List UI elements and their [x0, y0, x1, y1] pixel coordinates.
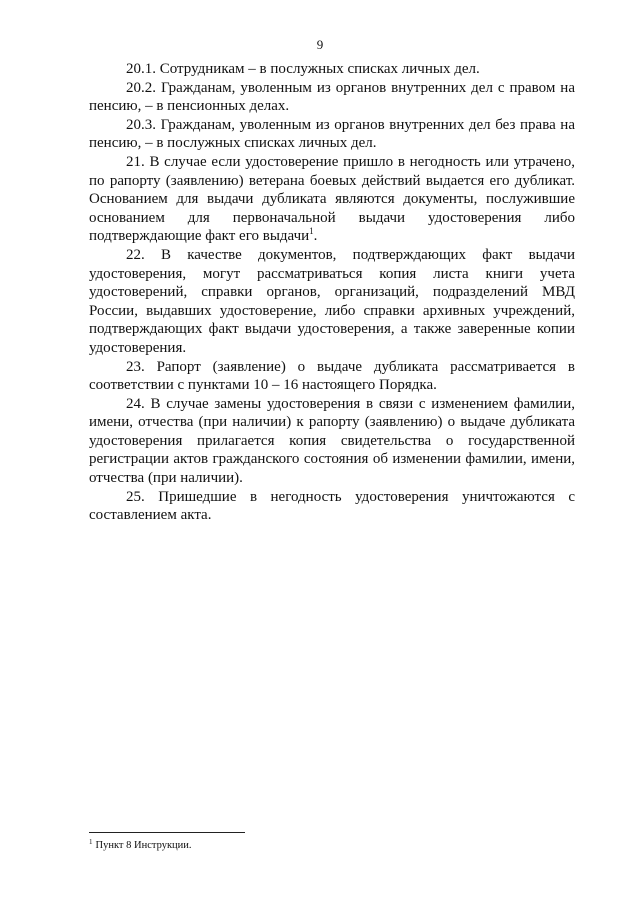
paragraph-23: [89, 358, 575, 395]
paragraph-text: 20.2. Гражданам, уволенным из органов внутренних дел с правом на пенсию, – в пенсионных делах.: [89, 79, 575, 115]
document-body: [89, 60, 575, 525]
paragraph-text: 20.3. Гражданам, уволенным из органов внутренних дел без права на пенсию, – в послужных списках личных дел.: [89, 116, 575, 152]
footnote-marker: 1: [89, 837, 93, 846]
paragraph-25: [89, 488, 575, 525]
paragraph-text-end: .: [313, 228, 318, 245]
paragraph-20-2: [89, 79, 575, 116]
paragraph-text: 22. В качестве документов, подтверждающих факт выдачи удостоверения, могут рассматриваться копия листа книги учета удостоверений, справки органов, организаций, подразделений МВД России, выдавших удостоверение, либо справки архивных учреждений, подтверждающих факт выдачи удостоверения, а также заверенные копии удостоверения.: [89, 246, 575, 356]
paragraph-text: 25. Пришедшие в негодность удостоверения уничтожаются с составлением акта.: [89, 488, 575, 524]
paragraph-text: 21. В случае если удостоверение пришло в негодность или утрачено, по рапорту (заявлению) ветерана боевых действий выдается его дубликат. Основанием для выдачи дубликата являются документы, послужившие основанием для первоначальной выдачи удостоверения либо подтверждающие факт его выдачи: [89, 153, 575, 245]
footnote-reference: 1: [309, 226, 314, 237]
footnote-text: Пункт 8 Инструкции.: [95, 840, 192, 851]
paragraph-text: 24. В случае замены удостоверения в связи с изменением фамилии, имени, отчества (при наличии) к рапорту (заявлению) о выдаче дубликата удостоверения прилагается копия свидетельства о государственной регистрации актов гражданского состояния об изменении фамилии, имени, отчества (при наличии).: [89, 395, 575, 487]
footnote-separator: [89, 832, 245, 833]
paragraph-22: [89, 246, 575, 358]
page-number: 9: [316, 37, 324, 52]
paragraph-20-3: [89, 116, 575, 153]
paragraph-text: 23. Рапорт (заявление) о выдаче дубликата рассматривается в соответствии с пунктами 10 – 16 настоящего Порядка.: [89, 358, 575, 394]
paragraph-24: [89, 395, 575, 488]
paragraph-20-1: [89, 60, 575, 79]
footnote: [89, 839, 192, 852]
paragraph-21: [89, 153, 575, 246]
paragraph-text: 20.1. Сотрудникам – в послужных списках личных дел.: [126, 61, 480, 77]
